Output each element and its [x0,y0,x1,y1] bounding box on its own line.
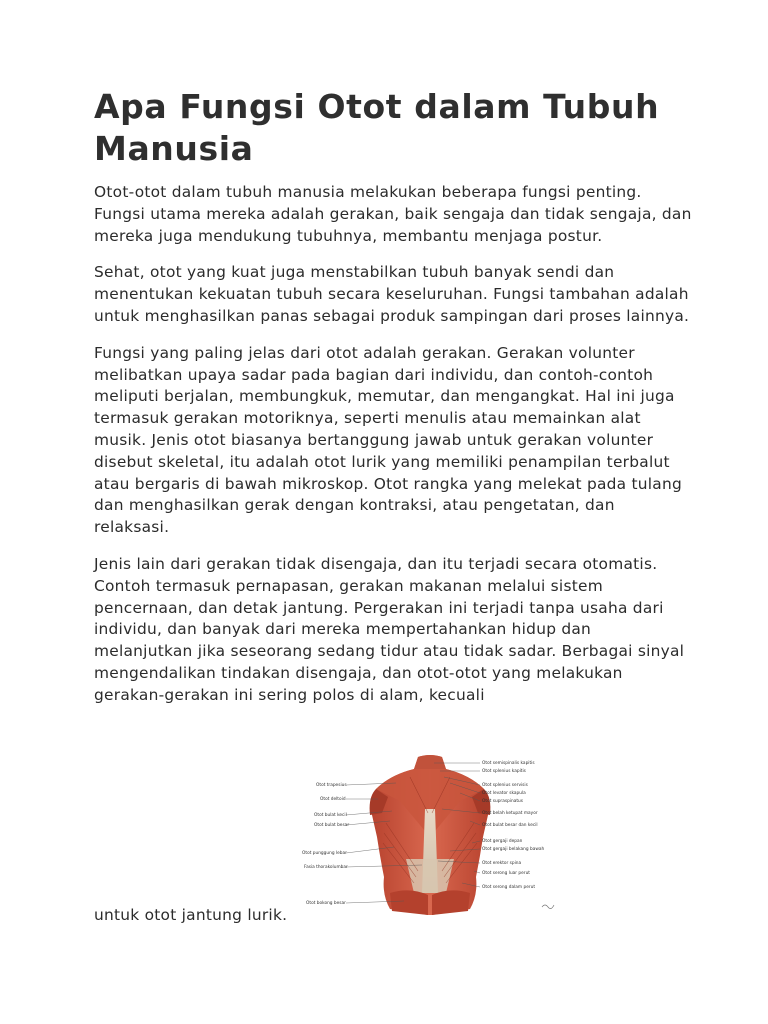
label-left-1: Otot trapesius [316,783,347,788]
page-title: Apa Fungsi Otot dalam Tubuh Manusia [94,87,660,168]
label-left-2: Otot deltoid [320,797,346,802]
label-right-5: Otot supraspinatus [482,799,523,804]
back-muscle-anatomy-figure [300,753,560,915]
label-right-8: Otot gergaji depan [482,839,523,844]
label-right-10: Otot erektor spina [482,861,522,866]
label-right-12: Otot serong dalam perut [482,885,536,890]
label-right-4: Otot levator skapula [482,791,526,796]
label-right-9: Otot gergaji belakang bawah [482,847,545,852]
signature-mark [542,905,554,909]
paragraph-1: Otot-otot dalam tubuh manusia melakukan beberapa fungsi penting. Fungsi utama mereka adalah gerakan, baik sengaja dan tidak sengaja, dan mereka juga mendukung tubuhnya, membantu menjaga postur. [94,183,692,245]
document-page [94,86,694,722]
label-left-6: Fasia thorakolumbar [304,865,348,870]
label-right-11: Otot serong luar perut [482,871,530,876]
paragraph-2: Sehat, otot yang kuat juga menstabilkan tubuh banyak sendi dan menentukan kekuatan tubuh secara keseluruhan. Fungsi tambahan adalah untuk menghasilkan panas sebagai produk sampingan dari proses lainnya. [94,263,690,325]
label-left-5: Otot punggung lebar [302,851,347,856]
anatomy-illustration [300,753,560,915]
label-right-6: Otot belah ketupat mayor [482,811,538,816]
label-right-7: Otot bulat besar dan kecil [482,823,538,828]
label-right-3: Otot splenius servisis [482,783,528,788]
label-right-1: Otot semispinalis kapitis [482,761,535,766]
label-right-2: Otot splenius kapitis [482,769,526,774]
closing-line: untuk otot jantung lurik. [94,906,288,924]
label-left-7: Otot bokong besar [306,901,346,906]
paragraph-3: Fungsi yang paling jelas dari otot adalah gerakan. Gerakan volunter melibatkan upaya sadar pada bagian dari individu, dan contoh-contoh meliputi berjalan, membungkuk, memutar, dan mengangkat. Hal ini juga termasuk gerakan motoriknya, seperti menulis atau memainkan alat musik. Jenis otot biasanya bertanggung jawab untuk gerakan volunter disebut skeletal, itu adalah otot lurik yang memiliki penampilan terbalut atau bergaris di bawah mikroskop. Otot rangka yang melekat pada tulang dan menghasilkan gerak dengan kontraksi, atau pengetatan, dan relaksasi. [94,343,683,537]
label-left-3: Otot bulat kecil [314,813,347,818]
paragraph-4: Jenis lain dari gerakan tidak disengaja, dan itu terjadi secara otomatis. Contoh termasuk pernapasan, gerakan makanan melalui sistem pencernaan, dan detak jantung. Pergerakan ini terjadi tanpa usaha dari individu, dan banyak dari mereka mempertahankan hidup dan melanjutkan jika seseorang sedang tidur atau tidak sadar. Berbagai sinyal mengendalikan tindakan disengaja, dan otot-otot yang melakukan gerakan-gerakan ini sering polos di alam, kecuali [94,554,685,704]
label-left-4: Otot bulat besar [314,823,350,828]
torso-shape [370,755,491,915]
